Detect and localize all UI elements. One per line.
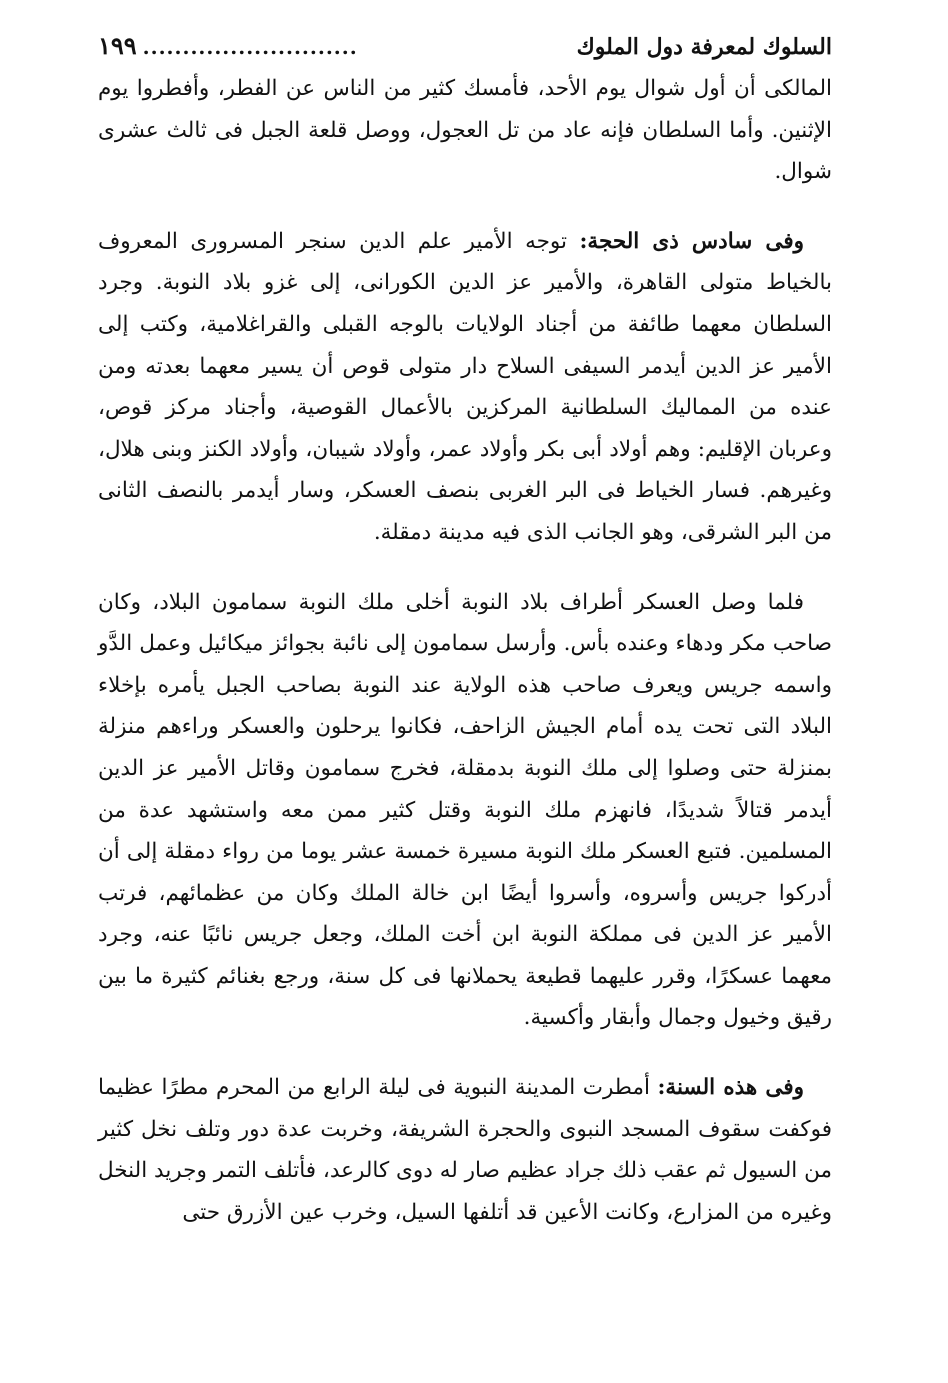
paragraph-2-lead: وفى سادس ذى الحجة: <box>579 228 804 254</box>
book-page <box>98 26 832 1233</box>
leader-dots: ........................... <box>142 35 358 59</box>
paragraph-2-text: توجه الأمير علم الدين سنجر المسرورى المعروف بالخياط متولى القاهرة، والأمير عز الدين الكورانى، إلى غزو بلاد النوبة. وجرد السلطان معهما طائفة من أجناد الولايات بالوجه القبلى والقراغلامية، وكتب إلى الأمير عز الدين أيدمر السيفى السلاح دار متولى قوص أن يسير معهما بعدته ومن عنده من المماليك السلطانية المركزين بالأعمال القوصية، وأجناد مركز قوص، وعربان الإقليم: وهم أولاد أبى بكر وأولاد عمر، وأولاد شيبان، وأولاد الكنز وبنى هلال، وغيرهم. فسار الخياط فى البر الغربى بنصف العسكر، وسار أيدمر بالنصف الثانى من البر الشرقى، وهو الجانب الذى فيه مدينة دمقلة. <box>98 228 832 545</box>
paragraph-2 <box>98 221 832 554</box>
running-title: السلوك لمعرفة دول الملوك <box>576 34 832 60</box>
paragraph-1 <box>98 68 832 193</box>
paragraph-4-text: أمطرت المدينة النبوية فى ليلة الرابع من المحرم مطرًا عظيما فوكفت سقوف المسجد النبوى والحجرة الشريفة، وخربت عدة دور وتلف نخل كثير من السيول ثم عقب ذلك جراد عظيم صار له دوى كالرعد، فأتلف التمر وجريد النخل وغيره من المزارع، وكانت الأعين قد أتلفها السيل، وخرب عين الأزرق حتى <box>98 1075 832 1225</box>
paragraph-3 <box>98 582 832 1040</box>
paragraph-1-text: المالكى أن أول شوال يوم الأحد، فأمسك كثير من الناس عن الفطر، وأفطروا يوم الإثنين. وأما السلطان فإنه عاد من تل العجول، ووصل قلعة الجبل فى ثالث عشرى شوال. <box>98 76 832 185</box>
page-number: ١٩٩ <box>98 31 137 60</box>
paragraph-4-lead: وفى هذه السنة: <box>657 1075 804 1101</box>
header-page-marker <box>98 26 364 67</box>
running-header <box>98 26 832 66</box>
paragraph-4 <box>98 1067 832 1233</box>
paragraph-3-text: فلما وصل العسكر أطراف بلاد النوبة أخلى ملك النوبة سمامون البلاد، وكان صاحب مكر ودهاء وعنده بأس. وأرسل سمامون إلى نائبة بجوائز ميكائيل وعمل الدَّو واسمه جريس ويعرف صاحب هذه الولاية عند النوبة بصاحب الجبل يأمره بإخلاء البلاد التى تحت يده أمام الجيش الزاحف، فكانوا يرحلون والعسكر وراءهم منزلة بمنزلة حتى وصلوا إلى ملك النوبة بدمقلة، فخرج سمامون وقاتل الأمير عز الدين أيدمر قتالاً شديدًا، فانهزم ملك النوبة وقتل كثير ممن معه واستشهد عدة من المسلمين. فتبع العسكر ملك النوبة مسيرة خمسة عشر يوما من رواء دمقلة إلى أن أدركوا جريس وأسروه، وأسروا أيضًا ابن خالة الملك وكان من عظمائهم، فرتب الأمير عز الدين فى مملكة النوبة ابن أخت الملك، وجعل جريس نائبًا عنه، وجرد معهما عسكرًا، وقرر عليهما قطيعة يحملانها فى كل سنة، ورجع بغنائم كثيرة ما بين رقيق وخيول وجمال وأبقار وأكسية. <box>98 589 832 1031</box>
